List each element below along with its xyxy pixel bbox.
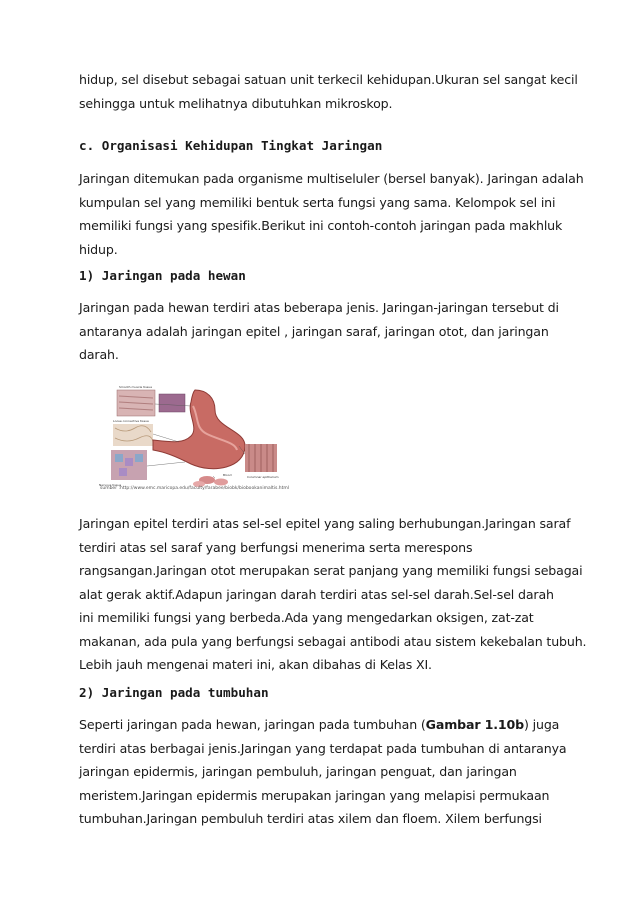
figure-label: Smooth muscle tissue [119,385,153,389]
paragraph-hewan [79,296,569,367]
figure-reference: Gambar 1.10b [425,717,525,732]
figure-label: Loose connective tissue [113,419,149,423]
text-line: antaranya adalah jaringan epitel , jaringan saraf, jaringan otot, dan jaringan [79,323,549,339]
text-line: jaringan epidermis, jaringan pembuluh, jaringan penguat, dan jaringan [79,764,517,779]
text-fragment: ) juga [524,717,560,732]
figure-caption: sumber :http://www.emc.maricopa.edu/faculty/farabee/biobk/biobookanimaltis.html [100,486,290,491]
figure-label: Nervous tissue [99,483,122,487]
text-line: Jaringan epitel terdiri atas sel-sel epitel yang saling berhubungan.Jaringan saraf [79,516,571,531]
text-line: meristem.Jaringan epidermis merupakan jaringan yang melapisi permukaan [79,787,550,803]
text-line: ini memiliki fungsi yang berbeda.Ada yang mengedarkan oksigen, zat-zat [79,610,534,625]
text-line: alat gerak aktif.Adapun jaringan darah terdiri atas sel-sel darah.Sel-sel darah [79,586,554,602]
paragraph-epitel [79,512,587,677]
text-line [79,713,569,737]
animal-tissue-figure [95,384,295,492]
text-line: Lebih jauh mengenai materi ini, akan dibahas di Kelas XI. [79,657,432,672]
section-heading-1: 1) Jaringan pada hewan [79,268,246,283]
tissue-illustration [95,384,295,492]
figure-label: Columnar epithelium [247,475,279,479]
paragraph-tumbuhan [79,713,569,831]
text-line: hidup, sel disebut sebagai satuan unit terkecil kehidupan.Ukuran sel sangat kecil [79,72,578,87]
text-line: Jaringan ditemukan pada organisme multiseluler (bersel banyak). Jaringan adalah [79,171,584,186]
paragraph-jaringan [79,167,584,261]
text-line: terdiri atas sel saraf yang berfungsi menerima serta merespons [79,539,473,555]
section-heading-2: 2) Jaringan pada tumbuhan [79,685,269,700]
text-line: darah. [79,347,119,362]
text-fragment: Seperti jaringan pada hewan, jaringan pada tumbuhan ( [79,717,426,732]
text-line: memiliki fungsi yang spesifik.Berikut ini contoh-contoh jaringan pada makhluk [79,218,563,233]
text-line: rangsangan.Jaringan otot merupakan serat panjang yang memiliki fungsi sebagai [79,563,583,578]
text-line: kumpulan sel yang memiliki bentuk serta fungsi yang sama. Kelompok sel ini [79,194,556,210]
section-heading-c: c. Organisasi Kehidupan Tingkat Jaringan [79,138,383,153]
text-line: Jaringan pada hewan terdiri atas beberapa jenis. Jaringan-jaringan tersebut di [79,300,559,315]
text-line: terdiri atas berbagai jenis.Jaringan yang terdapat pada tumbuhan di antaranya [79,740,567,756]
figure-label: Blood [223,473,232,477]
text-line: tumbuhan.Jaringan pembuluh terdiri atas xilem dan floem. Xilem berfungsi [79,811,542,826]
text-line: sehingga untuk melihatnya dibutuhkan mikroskop. [79,95,393,111]
paragraph-intro [79,68,578,115]
text-line: hidup. [79,241,118,257]
text-line: makanan, ada pula yang berfungsi sebagai antibodi atau sistem kekebalan tubuh. [79,633,587,649]
